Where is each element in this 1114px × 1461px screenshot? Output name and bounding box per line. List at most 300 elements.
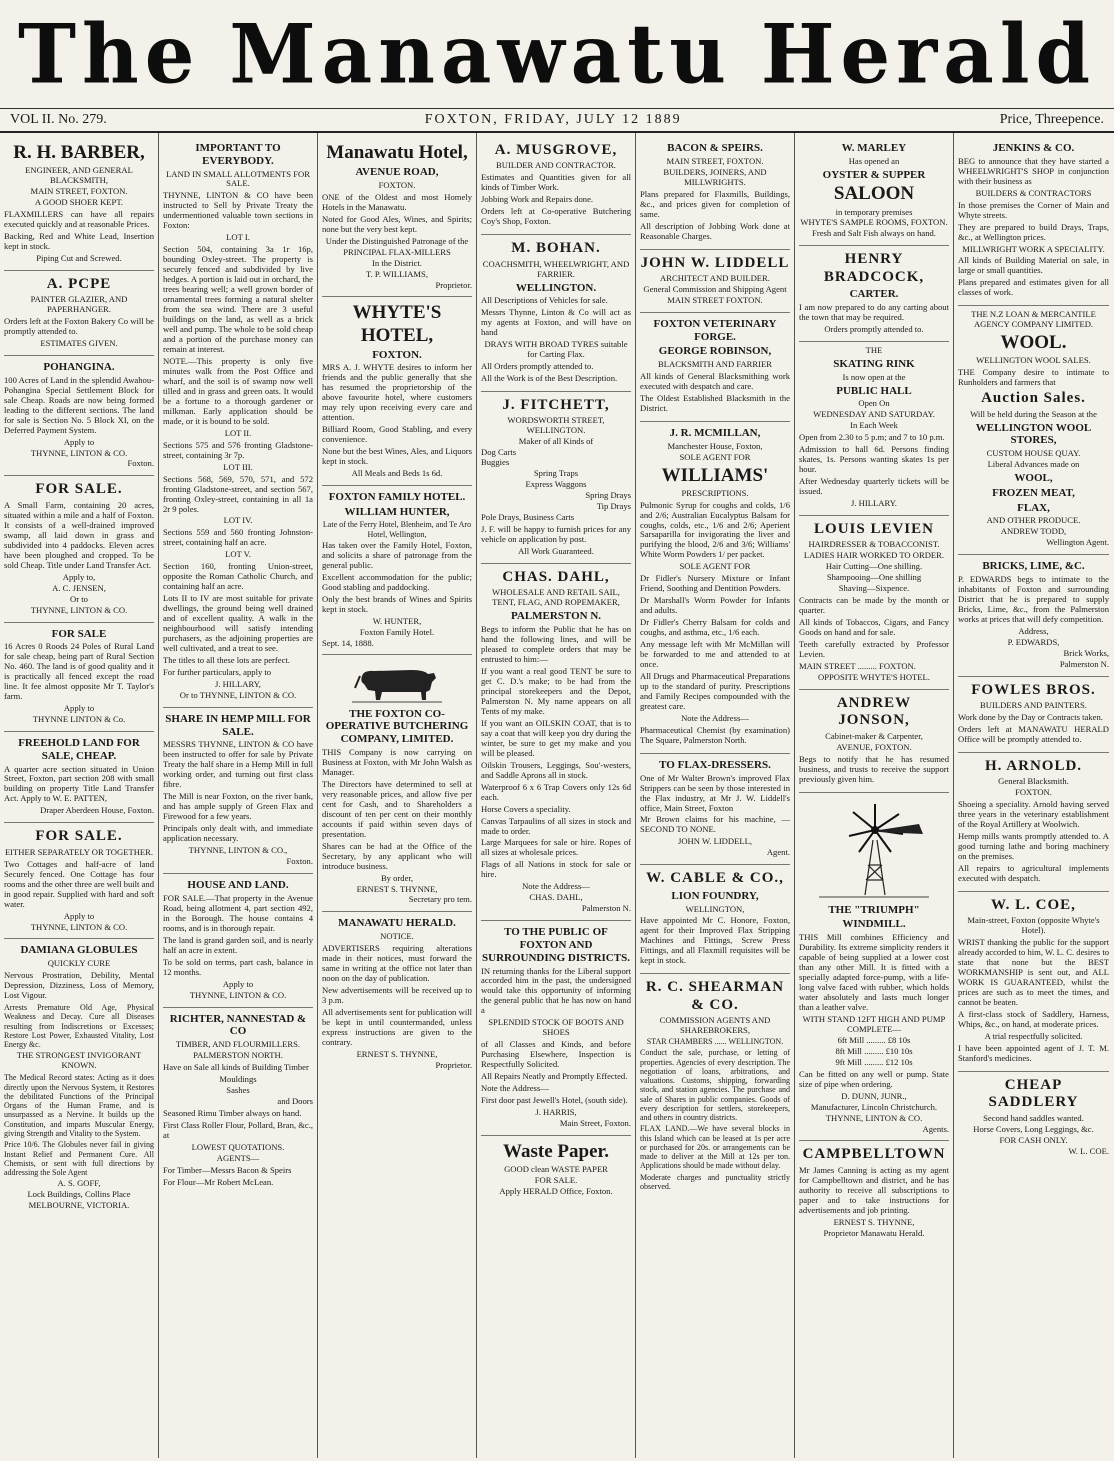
ad-pohangina (4, 356, 154, 476)
ad-text: A first-class stock of Saddlery, Harness, Whips, &c., on hand, at moderate prices. (958, 1009, 1109, 1030)
column-1 (0, 133, 159, 1458)
ad-title: THE "TRIUMPH" (828, 903, 920, 916)
ad-subtitle: LION FOUNDRY, (671, 889, 759, 902)
price-row: 8ft Mill ......... £10 10s (835, 1045, 913, 1056)
ad-text: All kinds of General Blacksmithing work executed with despatch and care. (640, 371, 790, 391)
ad-title: SHARE IN HEMP MILL FOR SALE. (165, 712, 311, 738)
ad-title: BACON & SPEIRS. (667, 142, 763, 154)
ad-line: J. HARRIS, (535, 1107, 577, 1118)
ad-cheap-saddlery (958, 1072, 1109, 1163)
ad-title: ANDREW JONSON, (836, 694, 912, 729)
ad-levien (799, 516, 949, 690)
ad-title: W. CABLE & CO., (646, 870, 784, 887)
ad-subtitle: BUILDERS AND PAINTERS. (980, 700, 1087, 711)
ad-text: NOTE.—This property is only five minutes walk from the Post Office and wharf, and the soil is of swamp now well tilled and in grass and green oats. It would be a fortune to a thorough gardener or milkman. Early application should be made, or it is bound to be sold. (163, 355, 313, 426)
ad-line: T. P. WILLIAMS, (366, 268, 428, 279)
ad-text: Begs to notify that he has resumed business, and trusts to receive the support previously given him. (799, 753, 949, 784)
ad-line: Foxton. (127, 458, 154, 469)
ad-line: CUSTOM HOUSE QUAY. (986, 448, 1081, 459)
ad-line: ERNEST S. THYNNE, (356, 883, 438, 894)
ad-line: Proprietor. (435, 1059, 472, 1070)
ad-subtitle: General Blacksmith. (998, 776, 1069, 787)
ad-line: SOLE AGENT FOR (679, 451, 751, 462)
ad-text: WRIST thanking the public for the support already accorded to him, W. L. C. desires to state that none but the BEST WORKMANSHIP is sent out, and ALL WORK IS GUARANTEED, whilst the prices are such as to meet the times, and cannot be beaten. (958, 937, 1109, 1008)
ad-line: Shaving—Sixpence. (838, 583, 910, 594)
ad-text: Oilskin Trousers, Leggings, Sou'-westers, and Saddle Aprons all in stock. (481, 759, 631, 780)
ad-line: WOOL, (1014, 472, 1053, 485)
column-5 (636, 133, 795, 1458)
ad-address: MAIN STREET, FOXTON. (30, 185, 128, 196)
ad-land-allotments (163, 137, 313, 708)
ad-line: J. HILLARY, (215, 679, 261, 689)
ad-line: Express Waggons (525, 479, 587, 490)
ad-title: FREEHOLD LAND FOR SALE, CHEAP. (18, 737, 140, 762)
masthead-the: The (18, 6, 201, 102)
ad-title: FOR SALE. (35, 828, 123, 845)
ad-fitchett (481, 392, 631, 564)
ad-line: Hair Cutting—One shilling. (825, 561, 923, 572)
ad-title: J. FITCHETT, (502, 397, 610, 414)
ad-line: THYNNE, LINTON & CO. (30, 447, 128, 458)
ad-subtitle: HAIRDRESSER & TOBACCONIST. (808, 539, 940, 550)
ad-title: LOUIS LEVIEN (814, 520, 934, 537)
ad-barber (4, 137, 154, 271)
ad-line: Sept. 14, 1888. (322, 637, 374, 648)
ad-line: MELBOURNE, VICTORIA. (28, 1200, 130, 1211)
lot-label: LOT V. (225, 549, 251, 560)
ad-line: W. HUNTER, (372, 615, 422, 626)
ad-line: Auction Sales. (981, 390, 1086, 407)
ad-liddell (640, 250, 790, 313)
column-4 (477, 133, 636, 1458)
ad-line: D. DUNN, JUNR., (841, 1090, 907, 1101)
ad-text: Note the Address— (481, 1083, 549, 1094)
windmill-icon (819, 800, 929, 900)
ad-line: DRAYS WITH BROAD TYRES suitable for Carting Flax. (484, 339, 628, 360)
ad-subtitle: WINDMILL. (842, 918, 906, 931)
ad-text: Can be fitted on any well or pump. State size of pipe when ordering. (799, 1068, 949, 1089)
ad-line: Apply to, (62, 571, 96, 582)
ad-bricks (958, 555, 1109, 676)
ad-text: Have appointed Mr C. Honore, Foxton, agent for their Improved Flax Stripping Machines and Fittings, Screw Press Fittings, and all Flaxmill requisites will be kept in stock. (640, 915, 790, 966)
ad-line: STAR CHAMBERS ...... WELLINGTON. (646, 1037, 784, 1047)
ad-waste-paper (481, 1136, 631, 1203)
ad-line: FLAX, (1017, 501, 1050, 514)
ad-for-sale-rural (4, 623, 154, 733)
ad-line: ERNEST S. THYNNE, (356, 1048, 438, 1059)
ad-text: Price 10/6. The Globules never fail in giving Instant Relief and Permanent Cure. All Chemists, or sent with full directions by addressing the Sole Agent (4, 1140, 154, 1178)
ad-text: One of Mr Walter Brown's improved Flax Strippers can be seen by those interested in the Flax industry, at Mr J. W. Liddell's office, Main Street, Foxton (640, 772, 790, 813)
ad-line: Draper Aberdeen House, Foxton. (40, 805, 154, 816)
price: Price, Threepence. (999, 112, 1104, 127)
ad-place: PALMERSTON N. (510, 610, 602, 623)
ad-line: WELLINGTON WOOL SALES. (976, 355, 1091, 366)
ad-line: THYNNE, LINTON & CO. (825, 1112, 923, 1123)
ad-title: Waste Paper. (503, 1141, 609, 1163)
ad-line: SOLE AGENT FOR (679, 561, 751, 572)
ad-line: SALOON (833, 183, 915, 205)
ad-line: Spring Traps (533, 468, 579, 479)
ad-line: WELLINGTON WOOL STORES, (975, 421, 1092, 447)
ad-text: Open from 2.30 to 5 p.m; and 7 to 10 p.m. (799, 432, 945, 443)
ad-title: W. L. COE, (991, 896, 1076, 913)
ad-text: For further particulars, apply to (163, 667, 272, 678)
ad-text: All repairs to agricultural implements executed with despatch. (958, 863, 1109, 884)
ad-line: LOWEST QUOTATIONS. (191, 1141, 285, 1152)
ad-text: MESSRS THYNNE, LINTON & CO have been instructed to offer for sale by Private Treaty the half share in a Hemp Mill in full working order, and turning out first class fibre. (163, 739, 313, 790)
ad-subtitle: ENGINEER, AND GENERAL BLACKSMITH, (25, 165, 133, 185)
ad-line: Buggies (481, 457, 510, 468)
ad-text: All description of Jobbing Work done at Reasonable Charges. (640, 220, 790, 241)
ad-line: GOOD clean WASTE PAPER (504, 1164, 608, 1175)
ad-text: THIS Mill combines Efficiency and Durability. Its extreme simplicity renders it capable of being supplied at a lower cost than any other Mill. It is fitted with a specially adapted force-pump, with a life-long valve faced with rubber, which holds water absolutely and lasts much longer than a leather valve. (799, 932, 949, 1012)
ad-text: For Flour—Mr Robert McLean. (163, 1176, 274, 1187)
ad-title: FOR SALE (51, 627, 107, 640)
ad-text: Work done by the Day or Contracts taken. (958, 712, 1103, 722)
ad-text: Shares can be had at the Office of the Secretary, by any applicant who will introduce business. (322, 840, 472, 871)
ad-line: AND OTHER PRODUCE. (986, 515, 1081, 526)
lot-label: LOT I. (226, 232, 250, 243)
ad-title: Manawatu Hotel, (326, 142, 468, 163)
ad-line: Or to THYNNE, LINTON & CO. (179, 689, 297, 700)
ad-text: Hemp mills wants promptly attended to. A good turning lathe and boring machinery on the premises. (958, 831, 1109, 862)
ad-subtitle: QUICKLY CURE (47, 958, 111, 969)
ad-flax-dressers (640, 754, 790, 866)
ad-bradcock (799, 246, 949, 341)
ad-text: Messrs Thynne, Linton & Co will act as my agents at Foxton, and will have on hand (481, 307, 631, 338)
ad-subtitle: EITHER SEPARATELY OR TOGETHER. (4, 846, 154, 857)
ad-harris-boots (481, 921, 631, 1136)
ad-line: WOOL. (1000, 332, 1067, 354)
ad-text: Mr James Canning is acting as my agent for Campbelltown and district, and he has authority to receive all subscriptions to paper and to take instructions for advertisements and job printing. (799, 1164, 949, 1215)
ad-text: I have been appointed agent of J. T. M. Stanford's medicines. (958, 1043, 1109, 1063)
ad-text: Pulmonic Syrup for coughs and colds, 1/6 and 2/6; Australian Eucalyptus Balsam for coughs, colds, etc., 1/6 and 2/6; Aperient Sarsaparilla for invigorating the liver and purifying the blood, 2/6 and 3/6; Williams' White Worm Powders 1/ per packet. (640, 499, 790, 560)
ad-title: W. MARLEY (841, 142, 907, 154)
ad-text: of all Classes and Kinds, and before Purchasing Elsewhere, Inspection is Respectfully Solicited. (481, 1039, 631, 1070)
ad-line: WITH STAND 12FT HIGH AND PUMP COMPLETE— (802, 1013, 946, 1034)
ad-text: IN returning thanks for the Liberal support accorded him in the past, the undersigned would take this opportunity of informing the general public that he has now on hand a (481, 965, 631, 1016)
ad-manawatu-hotel (322, 137, 472, 297)
ad-line: THYNNE LINTON & Co. (32, 714, 126, 725)
ad-for-sale-farm (4, 476, 154, 622)
ad-hemp-mill (163, 708, 313, 874)
ad-text: Horse Covers a speciality. (481, 803, 571, 814)
ad-line: ESTIMATES GIVEN. (40, 338, 118, 349)
ad-herald-notice (322, 912, 472, 1076)
ad-campbelltown (799, 1141, 949, 1244)
ad-richter (163, 1008, 313, 1195)
windmill-illustration (799, 800, 949, 900)
ad-text: Has taken over the Family Hotel, Foxton, and solicits a share of patronage from the general public. (322, 539, 472, 570)
ad-line: ERNEST S. THYNNE, (833, 1216, 915, 1227)
ad-line: Foxton. (286, 856, 313, 867)
ad-line: P. EDWARDS, (1007, 636, 1060, 647)
ad-title: H. ARNOLD. (984, 757, 1083, 774)
ad-text: Arrests Premature Old Age, Physical Weakness and Decay. Cure all Diseases resulting from Indiscretions or Excesses; Restore Lost Power, Exhausted Vitality, Lost Energy &c. (4, 1003, 154, 1050)
ad-line: Open On (858, 398, 890, 409)
ad-subtitle: WHOLESALE AND RETAIL SAIL, TENT, FLAG, AND ROPEMAKER, (492, 587, 620, 608)
ad-line: Under the Distinguished Patronage of the (325, 235, 469, 246)
ad-subtitle: Manchester House, Foxton, (667, 440, 763, 451)
ad-text: New advertisements will be received up to 3 p.m. (322, 985, 472, 1005)
lot-label: LOT II. (224, 427, 252, 438)
ad-subtitle: MAIN STREET, FOXTON. (666, 155, 764, 166)
ad-text: THIS Company is now carrying on Business at Foxton, with Mr John Walsh as Manager. (322, 746, 472, 777)
column-2 (159, 133, 318, 1458)
ad-butchering-company (322, 655, 472, 913)
ad-title: MANAWATU HERALD. (338, 917, 456, 930)
ad-text: The Mill is near Foxton, on the river bank, and has ample supply of Green Flax and Firewood for a few years. (163, 791, 313, 822)
ad-text: If you want a real good TENT be sure to get C. D.'s make; to be had from the principal storekeepers and the Depot, Palmerston N. My name appears on all Tents of my make. (481, 665, 631, 716)
place-date: FOXTON, FRIDAY, JULY 12 1889 (424, 112, 682, 127)
ad-line: A trial respectfully solicited. (984, 1031, 1083, 1042)
ad-text: All kinds of Building Material on sale, in large or small quantities. (958, 255, 1109, 276)
ad-title: DAMIANA GLOBULES (20, 944, 138, 957)
ad-line: and Doors (277, 1095, 313, 1106)
ad-wool (958, 306, 1109, 555)
ad-line: Note the Address— (522, 881, 590, 892)
ad-cottages (4, 823, 154, 939)
ad-text: All Orders promptly attended to. (481, 361, 594, 372)
ad-title: R. C. SHEARMAN & CO. (645, 979, 785, 1013)
ad-text: Orders left at Co-operative Butchering Coy's Shop, Foxton. (481, 206, 631, 227)
ad-line: JOHN W. LIDDELL, (678, 836, 752, 847)
ad-line: Proprietor Manawatu Herald. (823, 1227, 925, 1238)
ad-shearman (640, 974, 790, 1198)
ad-subtitle: LAND IN SMALL ALLOTMENTS FOR SALE. (166, 168, 310, 189)
ad-subtitle: SKATING RINK (833, 357, 915, 370)
ad-jenkins (958, 137, 1109, 306)
ad-text: The Directors have determined to sell at very reasonable prices, and allow five per cent for Cash, and to Shareholders a discount of ten per cent on their monthly accounts if paid within seven days of presentation. (322, 778, 472, 839)
ad-text: Jobbing Work and Repairs done. (481, 194, 594, 205)
ad-title: A. PCPE (46, 275, 112, 292)
ad-text: Plans prepared for Flaxmills, Buildings, &c., and prices given for completion of same. (640, 188, 790, 219)
ad-text: Orders left at MANAWATU HERALD Office will be promptly attended to. (958, 723, 1109, 744)
ad-title: R. H. BARBER, (13, 142, 145, 163)
ad-text: Seasoned Rimu Timber always on hand. (163, 1107, 302, 1118)
ad-line: FOXTON. (1015, 787, 1052, 798)
ad-marley (799, 137, 949, 246)
ad-line: Maker of all Kinds of (518, 436, 594, 447)
ad-mcmillan (640, 422, 790, 754)
ad-text: Billiard Room, Good Stabling, and every convenience. (322, 424, 472, 445)
ad-line: Or to (70, 593, 88, 604)
ad-text: I am now prepared to do any carting about the town that may be required. (799, 301, 949, 322)
ad-subtitle: Has opened an (848, 155, 900, 166)
ad-line: W. L. COE. (1068, 1145, 1109, 1156)
ad-text: The land is grand garden soil, and is nearly half an acre in extent. (163, 934, 313, 955)
ad-text: Sections 575 and 576 fronting Gladstone-street, containing 3r 7p. (163, 439, 313, 460)
ad-line: BLACKSMITH AND FARRIER (658, 359, 772, 370)
ad-title: HOUSE AND LAND. (187, 879, 289, 892)
ad-text: THE Company desire to intimate to Runholders and farmers that (958, 367, 1109, 388)
ad-line: Is now open at the (842, 371, 906, 382)
price-row: 9ft Mill ......... £12 10s (835, 1056, 913, 1067)
ad-line: Spring Drays (585, 490, 631, 501)
ad-title: A. MUSGROVE, (494, 142, 618, 158)
ad-freehold (4, 732, 154, 823)
ad-line: Orders promptly attended to. (824, 323, 924, 334)
ad-subtitle: BUILDER AND CONTRACTOR. (496, 160, 616, 171)
dateline (0, 108, 1114, 133)
ad-text: Conduct the sale, purchase, or letting of properties. Agencies of every description. The negotiation of loans, arbitrations, and valuations. Customs, shipping, forwarding stock, and station agencies. The purchase and sale of Shares in public companies. Goods of every description for settlers, storekeepers, and others in country districts. (640, 1048, 790, 1123)
ad-text: Shoeing a speciality. Arnold having served three years in the veterinary establishment of the Royal Artillery at Woolwich. (958, 799, 1109, 830)
ad-subtitle: AVENUE ROAD, (355, 166, 439, 179)
ad-text: Any message left with Mr McMillan will be forwarded to me and attended to at once. (640, 639, 790, 670)
column-6 (795, 133, 954, 1458)
ad-fowles (958, 677, 1109, 753)
ad-text: Backing, Red and White Lead, Insertion kept in stock. (4, 230, 154, 251)
ad-text: All advertisements sent for publication will be kept in until countermanded, unless express instructions are given to the contrary. (322, 1006, 472, 1047)
ad-place: FOXTON. (378, 179, 416, 190)
ad-title: TO FLAX-DRESSERS. (659, 758, 771, 771)
ad-text: To be sold on terms, part cash, balance in 12 months. (163, 956, 313, 977)
ad-title: FOWLES BROS. (971, 681, 1096, 698)
ad-title: HENRY BRADCOCK, (823, 251, 925, 285)
ad-pope (4, 271, 154, 356)
ad-line: ANDREW TODD, (1000, 526, 1067, 537)
ad-text: Only the best brands of Wines and Spirits kept in stock. (322, 593, 472, 614)
ad-line: Secretary pro tem. (408, 894, 472, 905)
ad-title: BRICKS, LIME, &C. (982, 560, 1085, 573)
ad-line: Lock Buildings, Collins Place (27, 1189, 131, 1200)
ad-line: in temporary premises (835, 206, 913, 217)
ad-line: BUILDERS, JOINERS, AND MILLWRIGHTS. (663, 166, 767, 187)
ad-line: In Each Week (850, 420, 898, 431)
ad-text: THYNNE, LINTON & CO have been instructed to Sell by Private Treaty the undermentioned valuable town sections in Foxton: (163, 190, 313, 231)
ad-subtitle: ARCHITECT AND BUILDER. (660, 272, 770, 283)
ad-title: M. BOHAN. (511, 240, 601, 257)
ad-text: P. EDWARDS begs to intimate to the inhabitants of Foxton and surrounding District that he is prepared to supply Bricks, Lime, &c., from the Palmerston works at prices that will defy competition. (958, 573, 1109, 624)
cow-illustration (322, 662, 472, 704)
ad-text: Orders left at the Foxton Bakery Co will be promptly attended to. (4, 316, 154, 337)
ad-subtitle: Cabinet-maker & Carpenter, (825, 730, 923, 741)
ad-text: FLAX LAND.—We have several blocks in this Island which can be leased at 1s per acre or purchased for 20s. or arrangements can be made to deliver at the Mill at 12s per ton. Applications should be made without delay. (640, 1124, 790, 1171)
column-7 (954, 133, 1113, 1458)
ad-line: AGENTS— (216, 1152, 260, 1163)
ad-text: After Wednesday quarterly tickets will be issued. (799, 476, 949, 497)
ad-place: FOXTON. (372, 348, 422, 361)
ad-text: J. F. will be happy to furnish prices for any vehicle on application by post. (481, 524, 631, 545)
ad-text: The Medical Record states: Acting as it does directly upon the Nervous System, it Restores the debilitated Functions of the Principal Organs of the Human Frame, and is unsurpassed as a Nervine. It builds up the Constitution, and imparts Muscular Energy, giving Strength and Vitality to the System. (4, 1073, 154, 1138)
ad-line: Agent. (766, 847, 790, 858)
ad-line: Apply to (222, 978, 254, 989)
ad-text: Begs to inform the Public that he has on hand the following lines, and will be pleased to complete orders that may be entrusted to him:— (481, 624, 631, 664)
ad-house-land (163, 874, 313, 1007)
ad-title: JOHN W. LIDDELL (640, 254, 790, 271)
ad-line: Agents. (922, 1123, 949, 1134)
ad-line: General Commission and Shipping Agent (643, 283, 787, 294)
ad-line: MAIN STREET FOXTON. (667, 294, 763, 305)
ad-line: Address, (1018, 625, 1049, 636)
ad-text: If you want an OILSKIN COAT, that is to say a coat that will keep you dry during the winter, be sure to get my make and you will be pleased. (481, 717, 631, 758)
ad-title: JENKINS & CO. (992, 142, 1075, 154)
ad-line: Shampooing—One shilling (826, 572, 922, 583)
ad-text: Sections 559 and 560 fronting Johnston-street, containing half an acre. (163, 527, 313, 548)
ad-text: The Oldest Established Blacksmith in the District. (640, 392, 790, 413)
ad-line: Main Street, Foxton. (559, 1118, 631, 1129)
ad-line: Will be held during the Season at the (970, 408, 1097, 419)
ad-line: Proprietor. (435, 279, 472, 290)
ad-musgrove (481, 137, 631, 235)
ad-text: 100 Acres of Land in the splendid Awahou-Pohangina Special Settlement Block for sale Cheap. Roads are now being formed leading to the different sections. The land for sale is Section No. 5 Block XI, on the Deferred Payment System. (4, 374, 154, 435)
ad-text: All Drugs and Pharmaceutical Preparations up to the standard of purity. Prescriptions and Family Recipes compounded with the greatest care. (640, 671, 790, 711)
ad-line: By order, (380, 872, 414, 883)
ad-text: Nervous Prostration, Debility, Mental Depression, Dizziness, Loss of Memory, Lost Vigour. (4, 970, 154, 1001)
ad-text: MRS A. J. WHYTE desires to inform her friends and the public generally that she has resumed the proprietorship of the above favourite hotel, where customers may rely upon receiving every care and attention. (322, 362, 472, 423)
ad-text: Dr Fidler's Nursery Mixture or Infant Friend, Soothing and Dentition Powders. (640, 573, 790, 594)
ad-text: BEG to announce that they have started a WHEELWRIGHT'S SHOP in conjunction with their business as (958, 155, 1109, 186)
ad-line: Mouldings (219, 1073, 257, 1084)
ad-line: J. HILLARY. (851, 498, 897, 508)
ad-family-hotel (322, 486, 472, 655)
ad-line: Fresh and Salt Fish always on hand. (812, 228, 936, 239)
ad-line: THYNNE, LINTON & CO. (30, 921, 128, 932)
ad-title: WHYTE'S HOTEL, (352, 302, 442, 346)
ad-title: FOXTON VETERINARY FORGE. (653, 317, 777, 343)
price-row: 6ft Mill ......... £8 10s (837, 1034, 911, 1045)
ad-line: All Work Guaranteed. (518, 546, 594, 557)
ad-line: FROZEN MEAT, (992, 486, 1075, 499)
ad-line: Second hand saddles wanted. (983, 1112, 1084, 1123)
ad-line: Liberal Advances made on (987, 459, 1080, 470)
ad-coe (958, 892, 1109, 1072)
ad-title: J. R. MCMILLAN, (669, 426, 761, 439)
ad-line: LADIES HAIR WORKED TO ORDER. (803, 550, 945, 561)
ad-line: All Meals and Beds 1s 6d. (351, 467, 443, 478)
ad-text: Contracts can be made by the month or quarter. (799, 595, 949, 616)
ad-text: Plans prepared and estimates given for all classes of work. (958, 277, 1109, 298)
ad-subtitle: GEORGE ROBINSON, (658, 345, 772, 358)
ad-text: None but the best Wines, Ales, and Liquors kept in stock. (322, 446, 472, 466)
ad-cable (640, 865, 790, 974)
ad-line: Apply to (63, 436, 95, 447)
ad-text: Teeth carefully extracted by Professor Levien. (799, 639, 949, 660)
ad-text: All Repairs Neatly and Promptly Effected. (481, 1071, 628, 1082)
ad-text: A quarter acre section situated in Union Street, Foxton, part section 208 with small building on property Title Land Transfer Act. Apply to W. E. PATTEN, (4, 763, 154, 804)
ad-text: First Class Roller Flour, Pollard, Bran, &c., at (163, 1119, 313, 1140)
ad-line: Apply to (63, 703, 95, 714)
ad-text: ONE of the Oldest and most Homely Hotels in the Manawatu. (322, 191, 472, 212)
ad-line: A GOOD SHOER KEPT. (34, 196, 124, 207)
ad-text: For Timber—Messrs Bacon & Speirs (163, 1164, 292, 1175)
ad-line: Tip Drays (596, 501, 631, 512)
ad-text: Lots II to IV are most suitable for private dwellings, the ground being well drained and of excellent quality. A walk in the neighbourhood will satisfy intending purchasers, as the adjoining properties are well cultivated, and a treat to see. (163, 593, 313, 654)
ad-text: Dr Marshall's Worm Powder for Infants and adults. (640, 595, 790, 616)
masthead-manawatu: Manawatu (229, 6, 732, 102)
ad-subtitle: COMMISSION AGENTS AND SHAREBROKERS, (659, 1015, 771, 1036)
ad-subtitle: Main-street, Foxton (opposite Whyte's Hotel). (967, 915, 1100, 936)
ad-text: Admission to hall 6d. Persons finding skates, 1s. Persons wanting skates 1s per hour. (799, 444, 949, 475)
ad-line: FOR CASH ONLY. (999, 1134, 1068, 1145)
ad-text: Section 504, containing 3a 1r 16p, bounding Oxley-street. The property is securely fenced and subdivided by live hedges. A portion is laid out in orchard, the trees bearing well; a well grown border of ornamental trees forming a natural shelter from the sea wind. There are 3 useful buildings on the land, as well as a brick well and pump. The whole to be sold cheap and a portion of the purchase money can remain at interest. (163, 244, 313, 354)
ad-text: Excellent accommodation for the public; Good stabling and paddocking. (322, 571, 472, 592)
ad-title: CHEAP SADDLERY (988, 1076, 1079, 1111)
ad-whytes-hotel (322, 297, 472, 485)
ad-line: FOR SALE. (534, 1175, 578, 1186)
ad-line: BUILDERS & CONTRACTORS (975, 187, 1092, 198)
ad-line: MAIN STREET ......... FOXTON. (799, 661, 916, 672)
ad-line: PUBLIC HALL (836, 384, 912, 397)
ad-place: WELLINGTON. (515, 281, 597, 294)
ad-line: OPPOSITE WHYTE'S HOTEL. (818, 671, 930, 682)
ad-line: Palmerston N. (1059, 658, 1109, 669)
column-3 (318, 133, 477, 1458)
ad-bacon-speirs (640, 137, 790, 250)
ad-text: Large Marquees for sale or hire. Ropes of all sizes at wholesale prices. (481, 837, 631, 858)
ad-text: Estimates and Quantities given for all kinds of Timber Work. (481, 172, 631, 193)
ad-line: A. S. GOFF, (57, 1178, 101, 1189)
